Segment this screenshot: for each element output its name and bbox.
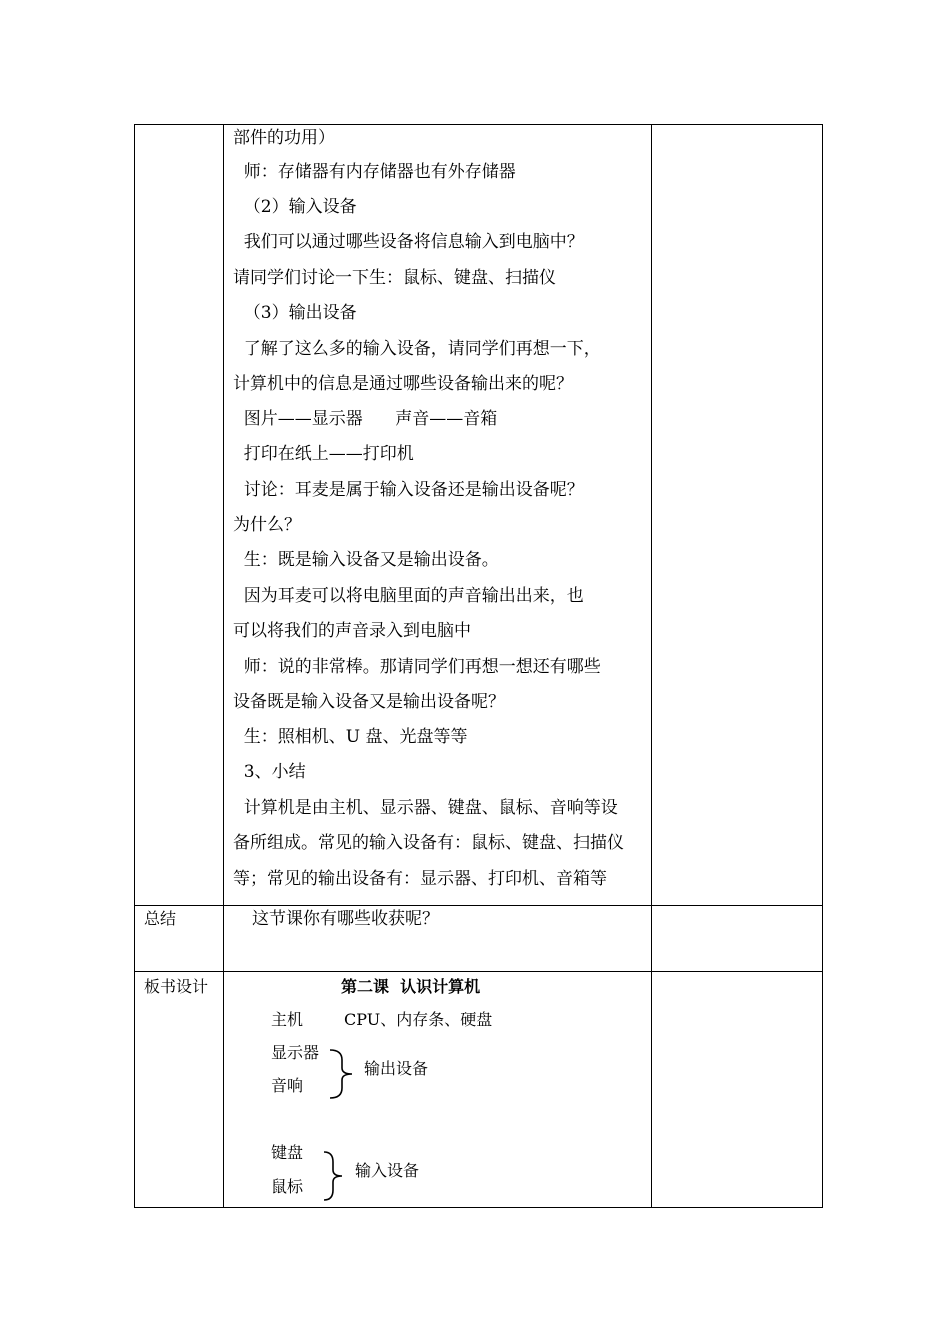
right-brace-icon — [328, 1048, 358, 1100]
table-top-border — [134, 124, 823, 125]
board-output-label: 输出设备 — [364, 1059, 429, 1078]
board-host: 主机 — [271, 1010, 304, 1029]
process-line: （3）输出设备 — [233, 303, 357, 323]
board-input-item: 键盘 — [271, 1143, 304, 1162]
board-input-item: 鼠标 — [271, 1177, 304, 1196]
process-line: 计算机中的信息是通过哪些设备输出来的呢？ — [233, 374, 573, 394]
process-line: 师：说的非常棒。那请同学们再想一想还有哪些 — [233, 657, 601, 677]
column-divider-2 — [651, 124, 652, 1208]
board-title: 第二课 认识计算机 — [341, 977, 481, 996]
board-host-parts: CPU、内存条、硬盘 — [344, 1010, 493, 1029]
column-divider-1 — [223, 124, 224, 1208]
process-line: 了解了这么多的输入设备，请同学们再想一下， — [233, 339, 601, 359]
process-line: 生：既是输入设备又是输出设备。 — [233, 550, 499, 570]
process-line: 计算机是由主机、显示器、键盘、鼠标、音响等设 — [233, 798, 618, 818]
table-left-border — [134, 124, 135, 1208]
board-output-item: 显示器 — [271, 1043, 320, 1062]
board-output-item: 音响 — [271, 1076, 304, 1095]
process-line: 因为耳麦可以将电脑里面的声音输出出来，也 — [233, 586, 584, 606]
process-line: 师：存储器有内存储器也有外存储器 — [233, 162, 516, 182]
right-brace-icon — [322, 1150, 348, 1202]
process-line: 讨论：耳麦是属于输入设备还是输出设备呢？ — [233, 480, 584, 500]
process-line: （2）输入设备 — [233, 197, 357, 217]
process-line: 生：照相机、U 盘、光盘等等 — [233, 727, 468, 747]
process-line: 可以将我们的声音录入到电脑中 — [233, 621, 471, 641]
row-divider-summary — [134, 905, 823, 906]
process-line: 我们可以通过哪些设备将信息输入到电脑中？ — [233, 232, 584, 252]
process-line: 请同学们讨论一下生：鼠标、键盘、扫描仪 — [233, 268, 556, 288]
table-right-border — [822, 124, 823, 1208]
row-divider-board — [134, 971, 823, 972]
process-line: 等；常见的输出设备有：显示器、打印机、音箱等 — [233, 869, 607, 889]
process-line: 3、小结 — [233, 762, 306, 782]
process-line: 部件的功用） — [233, 128, 335, 148]
process-line: 设备既是输入设备又是输出设备呢？ — [233, 692, 505, 712]
process-line: 为什么？ — [233, 515, 301, 535]
process-line: 备所组成。常见的输入设备有：鼠标、键盘、扫描仪 — [233, 833, 624, 853]
board-label: 板书设计 — [144, 977, 209, 996]
board-input-label: 输入设备 — [355, 1161, 420, 1180]
summary-label: 总结 — [144, 909, 177, 928]
process-line: 打印在纸上——打印机 — [233, 444, 414, 464]
table-bottom-border — [134, 1207, 823, 1208]
process-line: 图片——显示器 声音——音箱 — [233, 409, 498, 429]
summary-text: 这节课你有哪些收获呢？ — [252, 909, 439, 929]
